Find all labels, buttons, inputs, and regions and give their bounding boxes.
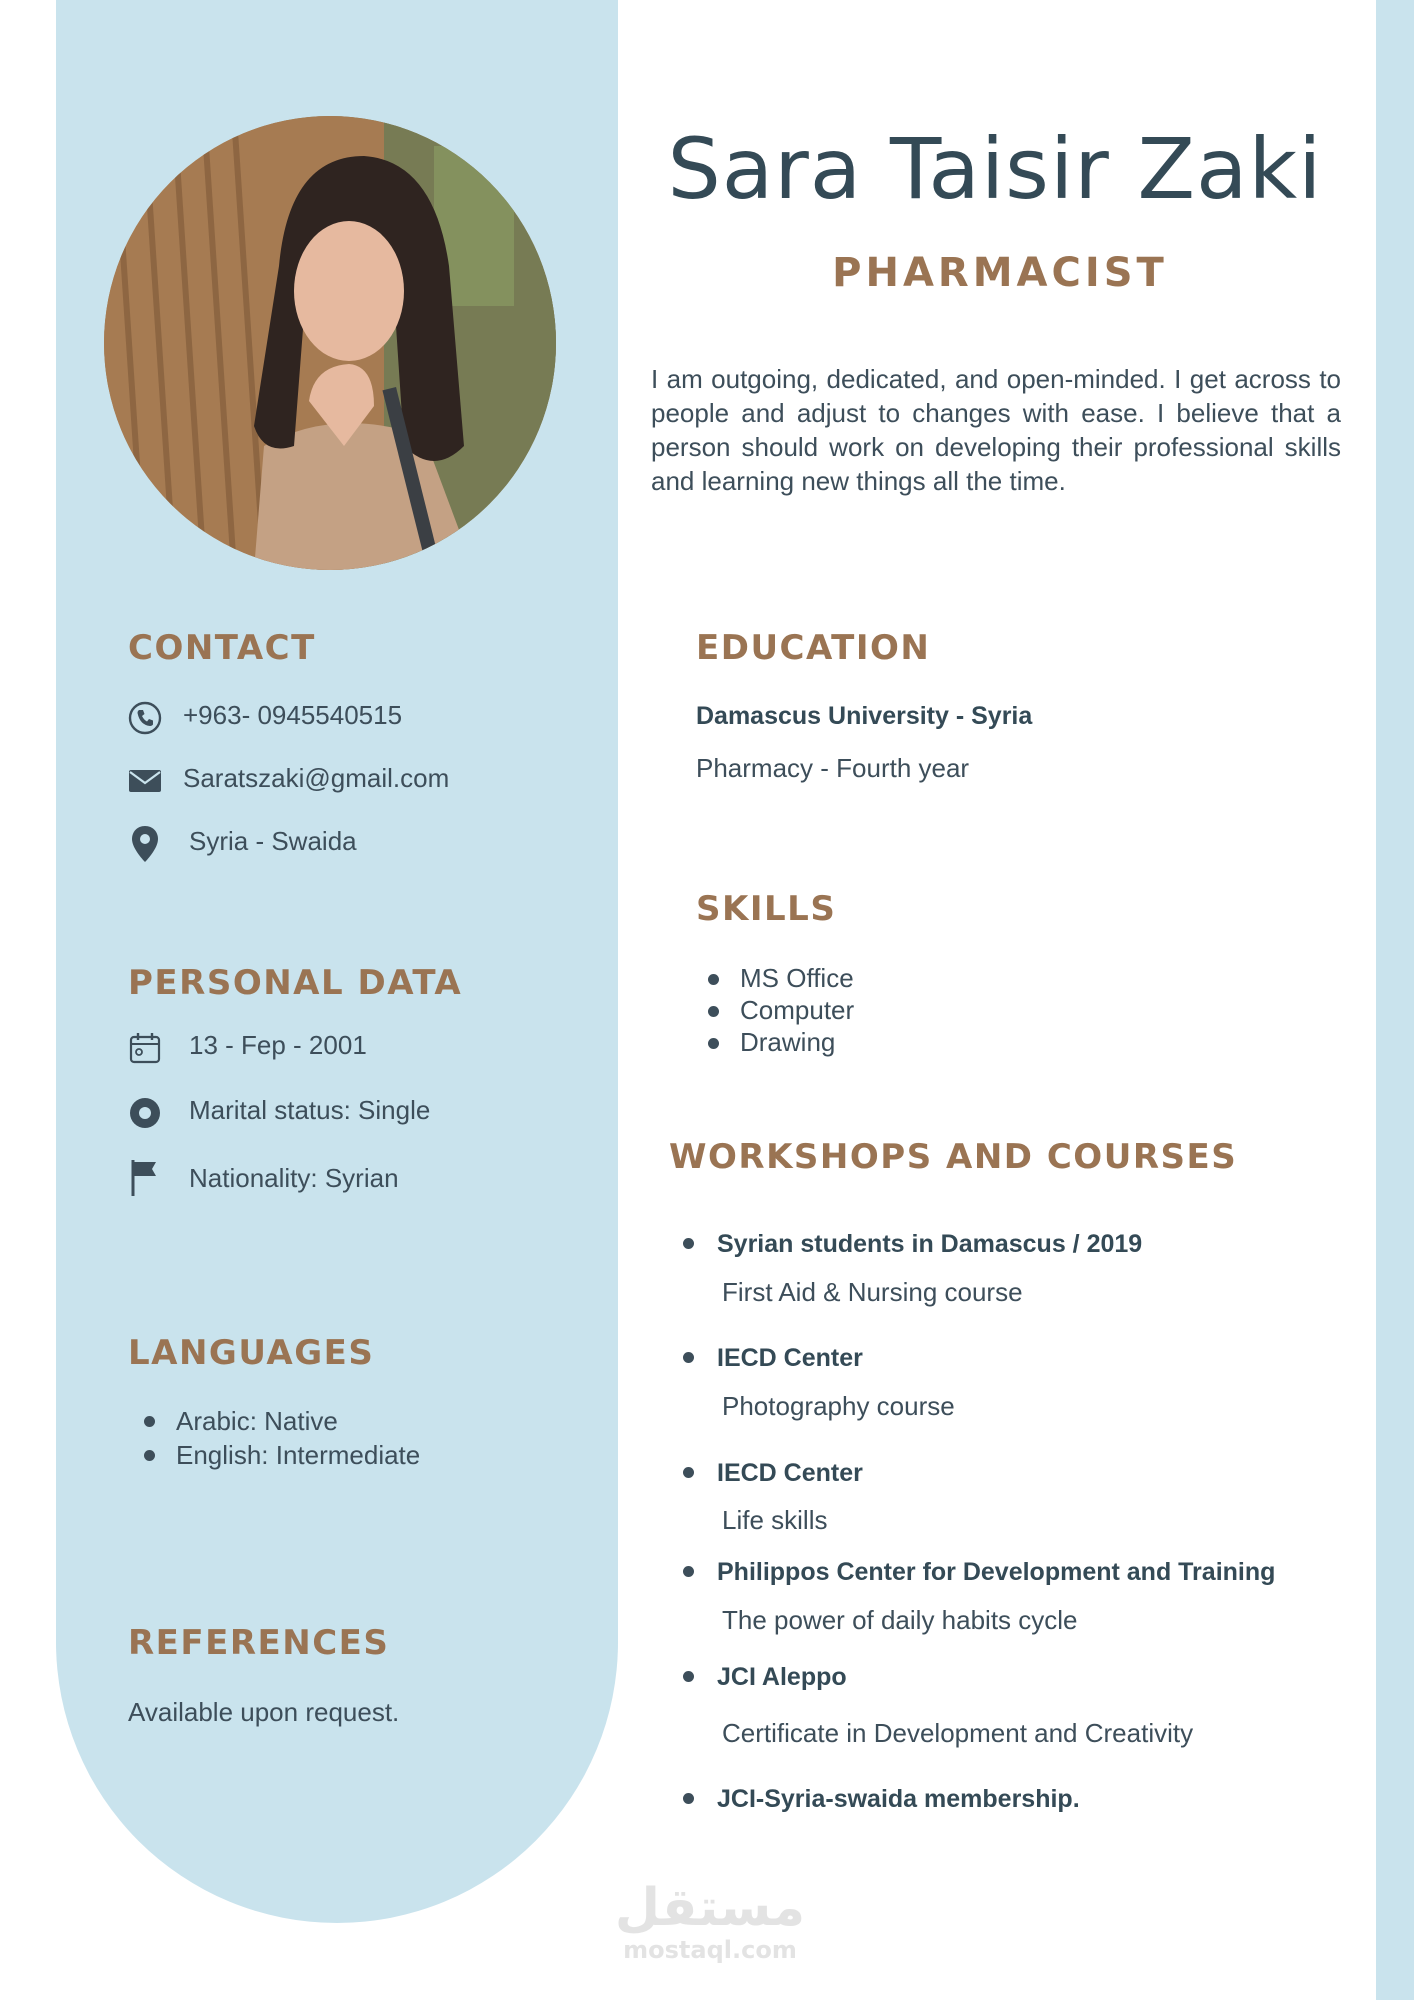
workshop-detail: First Aid & Nursing course xyxy=(722,1277,1023,1307)
workshop-detail: Life skills xyxy=(722,1505,828,1535)
email-icon xyxy=(128,764,162,798)
workshop-detail: Photography course xyxy=(722,1391,955,1421)
profile-summary: I am outgoing, dedicated, and open-minded. I get across to people and adjust to changes with ease. I believe that a person should work on developing their professional skills and learning new things all the time. xyxy=(651,364,1341,496)
education-heading: EDUCATION xyxy=(696,628,931,668)
right-edge-strip xyxy=(1376,0,1414,2000)
workshop-title: JCI Aleppo xyxy=(717,1663,847,1691)
languages-list xyxy=(138,1404,420,1472)
calendar-icon xyxy=(128,1031,162,1065)
workshop-title: Syrian students in Damascus / 2019 xyxy=(717,1230,1143,1258)
watermark-arabic: مستقل xyxy=(614,1878,806,1938)
profile-photo xyxy=(104,116,556,570)
contact-location: Syria - Swaida xyxy=(189,826,357,856)
watermark-latin: mostaql.com xyxy=(623,1936,797,1964)
ring-icon xyxy=(128,1096,162,1130)
location-pin-icon xyxy=(128,824,162,864)
workshop-title: IECD Center xyxy=(717,1344,863,1372)
bullet-dot xyxy=(683,1793,694,1804)
bullet-dot xyxy=(683,1238,694,1249)
bullet-dot xyxy=(683,1671,694,1682)
education-program: Pharmacy - Fourth year xyxy=(696,753,970,783)
skills-list xyxy=(702,962,854,1058)
workshop-title: Philippos Center for Development and Training xyxy=(717,1558,1276,1586)
workshop-title: JCI-Syria-swaida membership. xyxy=(717,1785,1080,1813)
references-text: Available upon request. xyxy=(128,1697,400,1727)
workshops-heading: WORKSHOPS AND COURSES xyxy=(669,1137,1238,1177)
skill-item: Computer xyxy=(702,994,854,1026)
languages-heading: LANGUAGES xyxy=(128,1333,375,1373)
flag-icon xyxy=(128,1158,162,1198)
language-item: English: Intermediate xyxy=(138,1438,420,1472)
personal-nationality: Nationality: Syrian xyxy=(189,1163,399,1193)
contact-heading: CONTACT xyxy=(128,628,316,668)
phone-icon xyxy=(128,701,162,735)
contact-phone: +963- 0945540515 xyxy=(183,700,403,730)
language-item: Arabic: Native xyxy=(138,1404,420,1438)
personal-marital-status: Marital status: Single xyxy=(189,1095,431,1125)
watermark-logo xyxy=(560,1880,860,1964)
contact-email: Saratszaki@gmail.com xyxy=(183,763,450,793)
bullet-dot xyxy=(683,1566,694,1577)
workshop-detail: The power of daily habits cycle xyxy=(722,1605,1078,1635)
education-school: Damascus University - Syria xyxy=(696,702,1033,730)
skill-item: MS Office xyxy=(702,962,854,994)
person-name: Sara Taisir Zaki xyxy=(667,120,1323,218)
bullet-dot xyxy=(683,1467,694,1478)
skills-heading: SKILLS xyxy=(696,889,837,929)
workshop-detail: Certificate in Development and Creativity xyxy=(722,1718,1194,1748)
references-heading: REFERENCES xyxy=(128,1623,390,1663)
job-title: PHARMACIST xyxy=(832,250,1168,296)
bullet-dot xyxy=(683,1352,694,1363)
personal-data-heading: PERSONAL DATA xyxy=(128,963,463,1003)
personal-birthdate: 13 - Fep - 2001 xyxy=(189,1030,367,1060)
skill-item: Drawing xyxy=(702,1026,854,1058)
workshop-title: IECD Center xyxy=(717,1459,863,1487)
